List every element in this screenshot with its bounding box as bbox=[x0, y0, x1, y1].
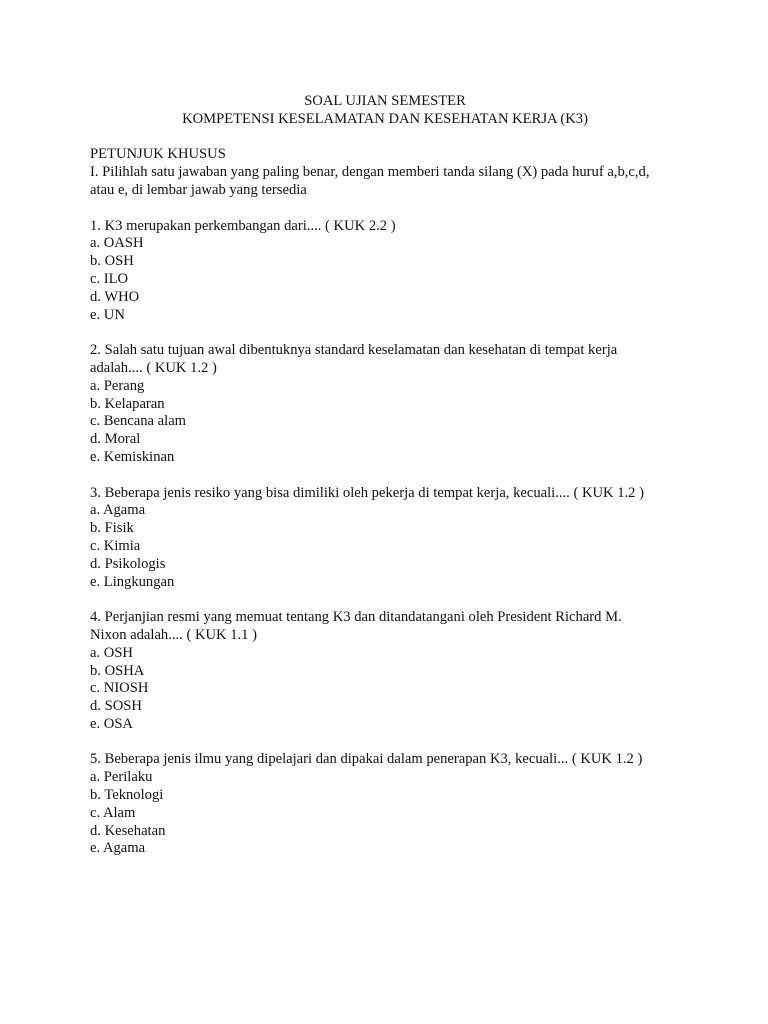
option-e: e. Agama bbox=[90, 840, 146, 857]
document-title: SOAL UJIAN SEMESTER bbox=[304, 93, 466, 109]
option-b: b. Fisik bbox=[90, 520, 134, 537]
option-e: e. Kemiskinan bbox=[90, 448, 175, 465]
option-e: e. OSA bbox=[90, 715, 133, 732]
option-list bbox=[90, 235, 690, 324]
option-a: a. Perilaku bbox=[90, 769, 153, 786]
option-d: d. Psikologis bbox=[90, 555, 166, 572]
option-d: d. SOSH bbox=[90, 698, 142, 715]
option-e: e. Lingkungan bbox=[90, 573, 175, 590]
option-d: d. Kesehatan bbox=[90, 822, 166, 839]
question-1 bbox=[90, 218, 690, 325]
option-list bbox=[90, 769, 690, 858]
question-stem-continued: adalah.... ( KUK 1.2 ) bbox=[90, 359, 217, 376]
option-d: d. Moral bbox=[90, 431, 141, 448]
option-a: a. Perang bbox=[90, 377, 145, 394]
option-list bbox=[90, 645, 690, 734]
option-list bbox=[90, 378, 690, 467]
option-list bbox=[90, 502, 690, 591]
option-c: c. NIOSH bbox=[90, 680, 149, 697]
option-c: c. Kimia bbox=[90, 537, 141, 554]
question-stem: 3. Beberapa jenis resiko yang bisa dimiliki oleh pekerja di tempat kerja, kecuali.... ( KUK 1.2 ) bbox=[90, 484, 644, 501]
question-2 bbox=[90, 342, 690, 467]
question-stem: 4. Perjanjian resmi yang memuat tentang K3 dan ditandatangani oleh President Richard M. bbox=[90, 609, 622, 626]
document-page bbox=[90, 93, 690, 876]
option-c: c. Alam bbox=[90, 804, 136, 821]
question-4 bbox=[90, 609, 690, 734]
option-b: b. Kelaparan bbox=[90, 395, 165, 412]
option-b: b. Teknologi bbox=[90, 787, 164, 804]
option-b: b. OSH bbox=[90, 253, 134, 270]
option-a: a. Agama bbox=[90, 502, 146, 519]
option-a: a. OSH bbox=[90, 644, 133, 661]
option-d: d. WHO bbox=[90, 288, 140, 305]
question-stem: 2. Salah satu tujuan awal dibentuknya standard keselamatan dan kesehatan di tempat kerja bbox=[90, 342, 618, 359]
spacer bbox=[90, 200, 690, 218]
question-stem: 5. Beberapa jenis ilmu yang dipelajari dan dipakai dalam penerapan K3, kecuali... ( KUK 1.2 ) bbox=[90, 751, 643, 768]
question-stem-continued: Nixon adalah.... ( KUK 1.1 ) bbox=[90, 626, 257, 643]
document-subtitle: KOMPETENSI KESELAMATAN DAN KESEHATAN KERJA (K3) bbox=[182, 110, 588, 127]
instructions-text-line2: atau e, di lembar jawab yang tersedia bbox=[90, 181, 307, 198]
option-a: a. OASH bbox=[90, 235, 144, 252]
instructions-text-line1: I. Pilihlah satu jawaban yang paling benar, dengan memberi tanda silang (X) pada huruf a,b,c,d, bbox=[90, 164, 650, 181]
question-3 bbox=[90, 485, 690, 592]
question-list bbox=[90, 218, 690, 859]
question-5 bbox=[90, 751, 690, 858]
spacer bbox=[90, 129, 690, 147]
option-c: c. ILO bbox=[90, 270, 129, 287]
question-stem: 1. K3 merupakan perkembangan dari.... ( KUK 2.2 ) bbox=[90, 217, 396, 234]
option-b: b. OSHA bbox=[90, 662, 145, 679]
instructions-heading: PETUNJUK KHUSUS bbox=[90, 146, 226, 163]
option-c: c. Bencana alam bbox=[90, 413, 187, 430]
option-e: e. UN bbox=[90, 306, 125, 323]
